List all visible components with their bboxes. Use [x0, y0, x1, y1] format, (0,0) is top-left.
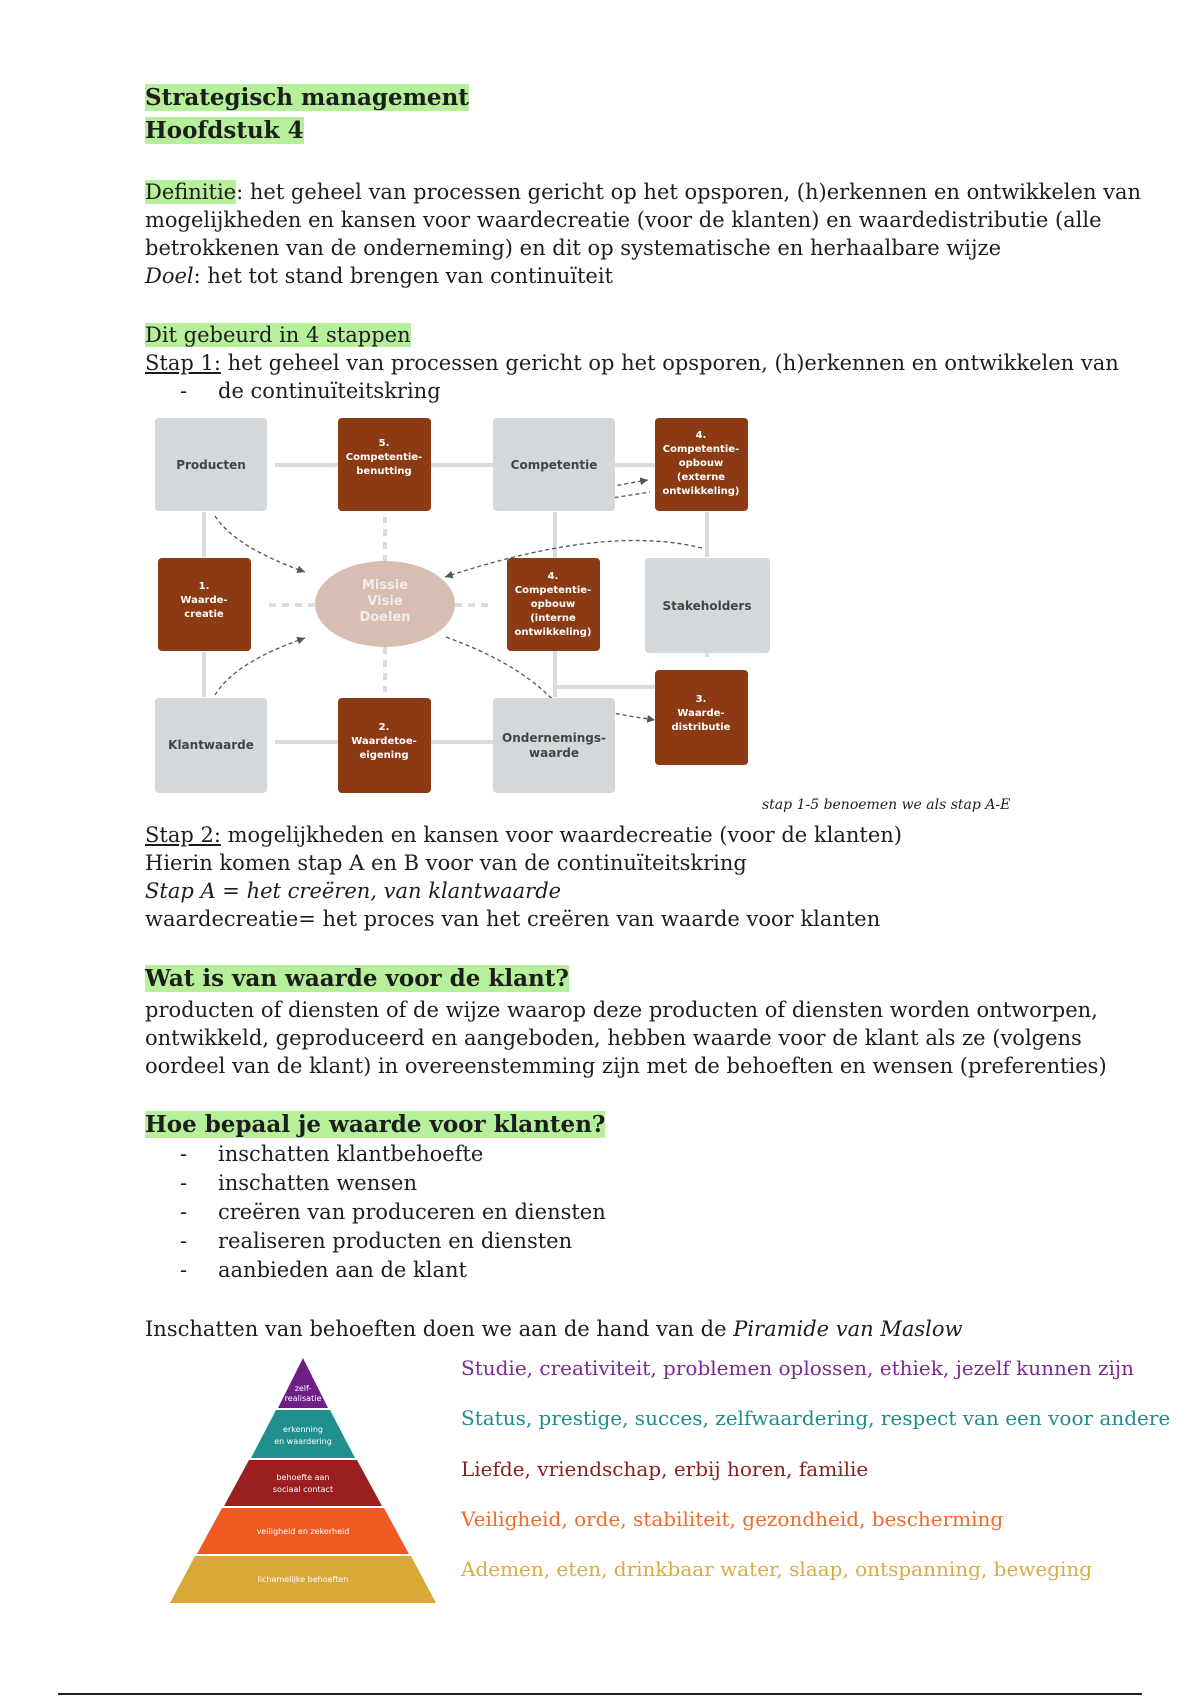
- svg-text:Stakeholders: Stakeholders: [662, 599, 752, 613]
- maslow-intro: Inschatten van behoeften doen we aan de hand van de Piramide van Maslow: [145, 1317, 963, 1341]
- svg-text:eigening: eigening: [359, 750, 409, 761]
- box-competentiebenutting: [338, 418, 431, 511]
- diagram-caption: stap 1-5 benoemen we als stap A-E: [762, 797, 1011, 813]
- svg-text:behoefte aan: behoefte aan: [276, 1473, 330, 1482]
- q1-line2: ontwikkeld, geproduceerd en aangeboden, hebben waarde voor de klant als ze (volgens: [145, 1026, 1082, 1050]
- title-line1: Strategisch management: [145, 84, 469, 111]
- svg-text:Competentie-: Competentie-: [514, 585, 592, 596]
- svg-text:zelf-: zelf-: [294, 1384, 312, 1393]
- svg-text:Waarde-: Waarde-: [677, 708, 725, 719]
- steps-heading: Dit gebeurd in 4 stappen: [145, 323, 411, 347]
- bottom-rule: [58, 1693, 1142, 1695]
- step1-line: Stap 1: het geheel van processen gericht op het opsporen, (h)erkennen en ontwikkelen van: [145, 351, 1119, 375]
- q2-bullet: - aanbieden aan de klant: [180, 1258, 467, 1282]
- svg-text:Competentie-: Competentie-: [345, 452, 423, 463]
- continuity-circle-diagram: [155, 412, 775, 797]
- step2-line3: Stap A = het creëren, van klantwaarde: [145, 879, 562, 903]
- svg-text:3.: 3.: [695, 694, 707, 705]
- svg-text:(externe: (externe: [676, 472, 726, 483]
- svg-text:2.: 2.: [378, 722, 390, 733]
- step2-line: Stap 2: mogelijkheden en kansen voor waardecreatie (voor de klanten): [145, 823, 902, 847]
- svg-text:veiligheid en zekerheid: veiligheid en zekerheid: [256, 1527, 350, 1536]
- maslow-level-description: Studie, creativiteit, problemen oplossen, ethiek, jezelf kunnen zijn: [461, 1356, 1134, 1380]
- svg-text:1.: 1.: [198, 581, 210, 592]
- q2-bullet: - inschatten klantbehoefte: [180, 1142, 484, 1166]
- svg-text:Waardetoe-: Waardetoe-: [351, 736, 417, 747]
- maslow-level-description: Veiligheid, orde, stabiliteit, gezondheid, bescherming: [461, 1507, 1004, 1531]
- svg-text:sociaal contact: sociaal contact: [272, 1485, 334, 1494]
- svg-text:4.: 4.: [547, 571, 559, 582]
- svg-text:4.: 4.: [695, 430, 707, 441]
- svg-text:Competentie: Competentie: [510, 458, 598, 472]
- step2-line4: waardecreatie= het proces van het creëren van waarde voor klanten: [145, 907, 881, 931]
- maslow-level-description: Status, prestige, succes, zelfwaardering, respect van een voor andere: [461, 1406, 1171, 1430]
- svg-text:erkenning: erkenning: [283, 1425, 323, 1434]
- svg-text:waarde: waarde: [529, 746, 579, 760]
- svg-text:(interne: (interne: [530, 613, 576, 624]
- svg-text:opbouw: opbouw: [678, 458, 724, 469]
- q1-heading: Wat is van waarde voor de klant?: [145, 965, 569, 992]
- q2-bullet: - inschatten wensen: [180, 1171, 417, 1195]
- svg-text:benutting: benutting: [356, 466, 412, 477]
- maslow-level-description: Ademen, eten, drinkbaar water, slaap, ontspanning, beweging: [461, 1557, 1093, 1581]
- q2-bullet: - creëren van produceren en diensten: [180, 1200, 606, 1224]
- svg-text:distributie: distributie: [671, 722, 731, 733]
- svg-text:Ondernemings-: Ondernemings-: [502, 731, 606, 745]
- definition-line3: betrokkenen van de onderneming) en dit op systematische en herhaalbare wijze: [145, 236, 1002, 260]
- svg-text:en waardering: en waardering: [274, 1437, 332, 1446]
- doel-line: Doel: het tot stand brengen van continuïteit: [145, 264, 613, 288]
- svg-text:Klantwaarde: Klantwaarde: [168, 738, 254, 752]
- svg-text:Missie: Missie: [361, 578, 409, 593]
- definition-line2: mogelijkheden en kansen voor waardecreatie (voor de klanten) en waardedistributie (alle: [145, 208, 1102, 232]
- svg-text:5.: 5.: [378, 438, 390, 449]
- svg-text:creatie: creatie: [184, 609, 224, 620]
- title-line2: Hoofdstuk 4: [145, 117, 304, 144]
- maslow-level-description: Liefde, vriendschap, erbij horen, familie: [461, 1457, 869, 1481]
- definition-line1: Definitie: het geheel van processen gericht op het opsporen, (h)erkennen en ontwikkelen van: [145, 180, 1142, 204]
- svg-text:Competentie-: Competentie-: [662, 444, 740, 455]
- svg-text:lichamelijke behoeften: lichamelijke behoeften: [257, 1575, 349, 1584]
- svg-text:Waarde-: Waarde-: [180, 595, 228, 606]
- svg-text:realisatie: realisatie: [284, 1394, 322, 1403]
- step1-bullet: - de continuïteitskring: [180, 379, 441, 403]
- svg-text:ontwikkeling): ontwikkeling): [662, 486, 740, 497]
- q2-heading: Hoe bepaal je waarde voor klanten?: [145, 1111, 606, 1138]
- svg-text:Visie: Visie: [367, 594, 403, 609]
- svg-text:opbouw: opbouw: [530, 599, 576, 610]
- pyramid-level-social: [224, 1460, 382, 1506]
- step2-line2: Hierin komen stap A en B voor van de continuïteitskring: [145, 851, 747, 875]
- diagram-dashed-arrows: [215, 480, 702, 720]
- svg-text:Doelen: Doelen: [359, 610, 411, 625]
- q1-line1: producten of diensten of de wijze waarop deze producten of diensten worden ontworpen,: [145, 998, 1098, 1022]
- q1-line3: oordeel van de klant) in overeenstemming zijn met de behoeften en wensen (preferenties): [145, 1054, 1107, 1078]
- svg-text:ontwikkeling): ontwikkeling): [514, 627, 592, 638]
- pyramid-level-esteem: [251, 1410, 355, 1458]
- svg-text:Producten: Producten: [176, 458, 246, 472]
- maslow-pyramid: [160, 1358, 446, 1603]
- q2-bullet: - realiseren producten en diensten: [180, 1229, 573, 1253]
